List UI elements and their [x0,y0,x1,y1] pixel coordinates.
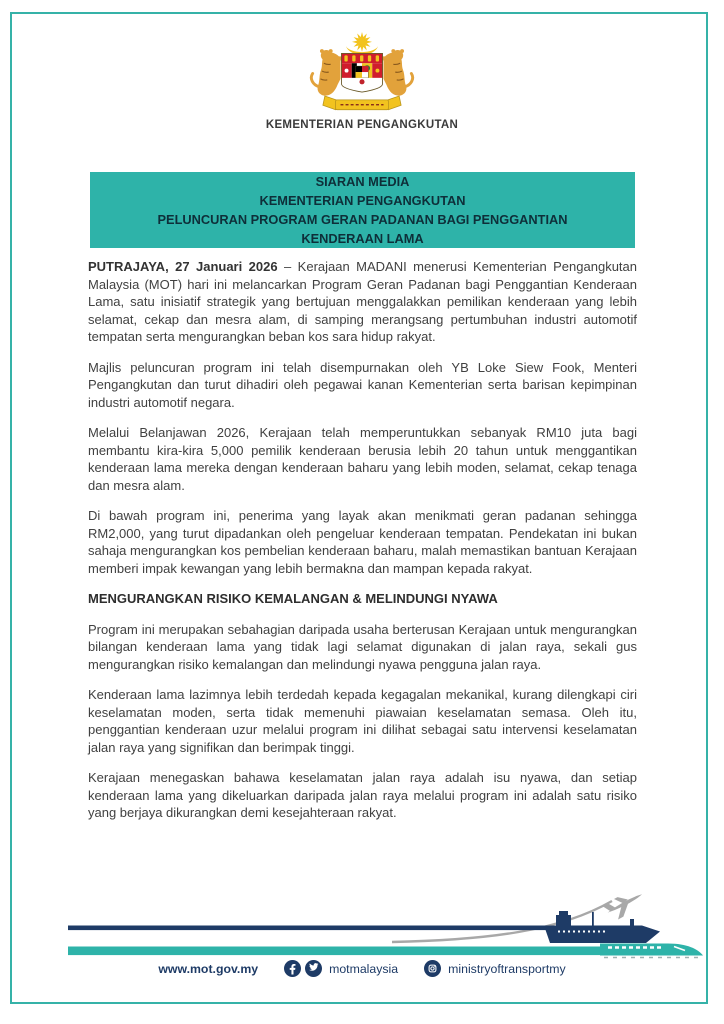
document-body [88,258,637,835]
coat-of-arms-logo [296,30,428,118]
footer-contact-row [0,960,724,977]
sea-line [68,926,560,931]
paragraph-intro-text: – Kerajaan MADANI menerusi Kementerian Pengangkutan Malaysia (MOT) hari ini melancarkan Program Geran Padanan bagi Penggantian Kenderaan Lama, satu inisiatif strategik yang bertujuan menggalakkan pemilikan kenderaan yang lebih selamat, cekap dan mesra alam, di samping merangsang pertumbuhan industri automotif tempatan serta mengurangkan beban kos sara hidup rakyat. [88,259,637,344]
transport-graphic [0,884,724,964]
letterhead [0,30,724,131]
paragraph-road-safety: Program ini merupakan sebahagian daripada usaha berterusan Kerajaan untuk mengurangkan bilangan kenderaan lama yang tidak lagi selamat digunakan di jalan raya, sekali gus mengurangkan risiko kemalangan dan melindungi nyawa pengguna jalan raya. [88,621,637,672]
banner-line-1: SIARAN MEDIA [315,174,410,189]
ship-icon [544,911,660,943]
star-icon [352,32,372,52]
banner-line-3: PELUNCURAN PROGRAM GERAN PADANAN BAGI PENGGANTIAN [157,212,568,227]
banner-line-2: KEMENTERIAN PENGANGKUTAN [259,193,466,208]
social-handle-motmalaysia[interactable]: motmalaysia [329,961,399,976]
train-icon [600,944,703,958]
plane-icon [602,886,648,923]
paragraph-launch-event: Majlis peluncuran program ini telah disempurnakan oleh YB Loke Siew Fook, Menteri Pengangkutan dan turut dihadiri oleh pegawai kanan Kementerian serta barisan kepimpinan industri automotif negara. [88,359,637,410]
paragraph-intro [88,258,637,346]
shield-icon [341,53,382,92]
motto-ribbon [323,96,401,110]
social-handle-ministryoftransportmy[interactable]: ministryoftransportmy [448,961,566,976]
title-banner [90,172,635,248]
ministry-name: KEMENTERIAN PENGANGKUTAN [265,119,459,131]
twitter-icon[interactable] [305,960,322,977]
dateline: PUTRAJAYA, 27 Januari 2026 [88,259,278,274]
paragraph-budget: Melalui Belanjawan 2026, Kerajaan telah memperuntukkan sebanyak RM10 juta bagi membantu kira-kira 5,000 pemilik kenderaan berusia lebih 20 tahun untuk menggantikan kenderaan lama mereka dengan kenderaan baharu yang lebih moden, selamat, cekap tenaga dan mesra alam. [88,425,637,493]
section-heading: MENGURANGKAN RISIKO KEMALANGAN & MELINDUNGI NYAWA [88,591,498,606]
instagram-icon[interactable] [424,960,441,977]
rail-line [68,947,628,956]
facebook-icon[interactable] [284,960,301,977]
website-url[interactable]: www.mot.gov.my [158,961,259,976]
paragraph-old-vehicles: Kenderaan lama lazimnya lebih terdedah kepada kegagalan mekanikal, kurang dilengkapi ciri keselamatan moden, serta tidak memenuhi piawaian keselamatan semasa. Oleh itu, penggantian kenderaan uzur melalui program ini dilihat sebagai satu intervensi keselamatan jalan raya yang signifikan dan berimpak tinggi. [88,687,637,755]
paragraph-closing: Kerajaan menegaskan bahawa keselamatan jalan raya adalah isu nyawa, dan setiap kenderaan lama yang dikeluarkan daripada jalan raya melalui program ini adalah satu risiko yang berjaya dikurangkan demi kesejahteraan rakyat. [88,770,637,820]
paragraph-grant-details: Di bawah program ini, penerima yang layak akan menikmati geran padanan sehingga RM2,000, yang turut dipadankan oleh pengeluar kenderaan tempatan. Pendekatan ini bukan sahaja mengurangkan kos pembelian kenderaan baharu, malah memastikan bantuan Kerajaan memberi impak kewangan yang lebih bermakna dan mampan kepada rakyat. [88,508,637,576]
banner-line-4: KENDERAAN LAMA [301,231,424,246]
